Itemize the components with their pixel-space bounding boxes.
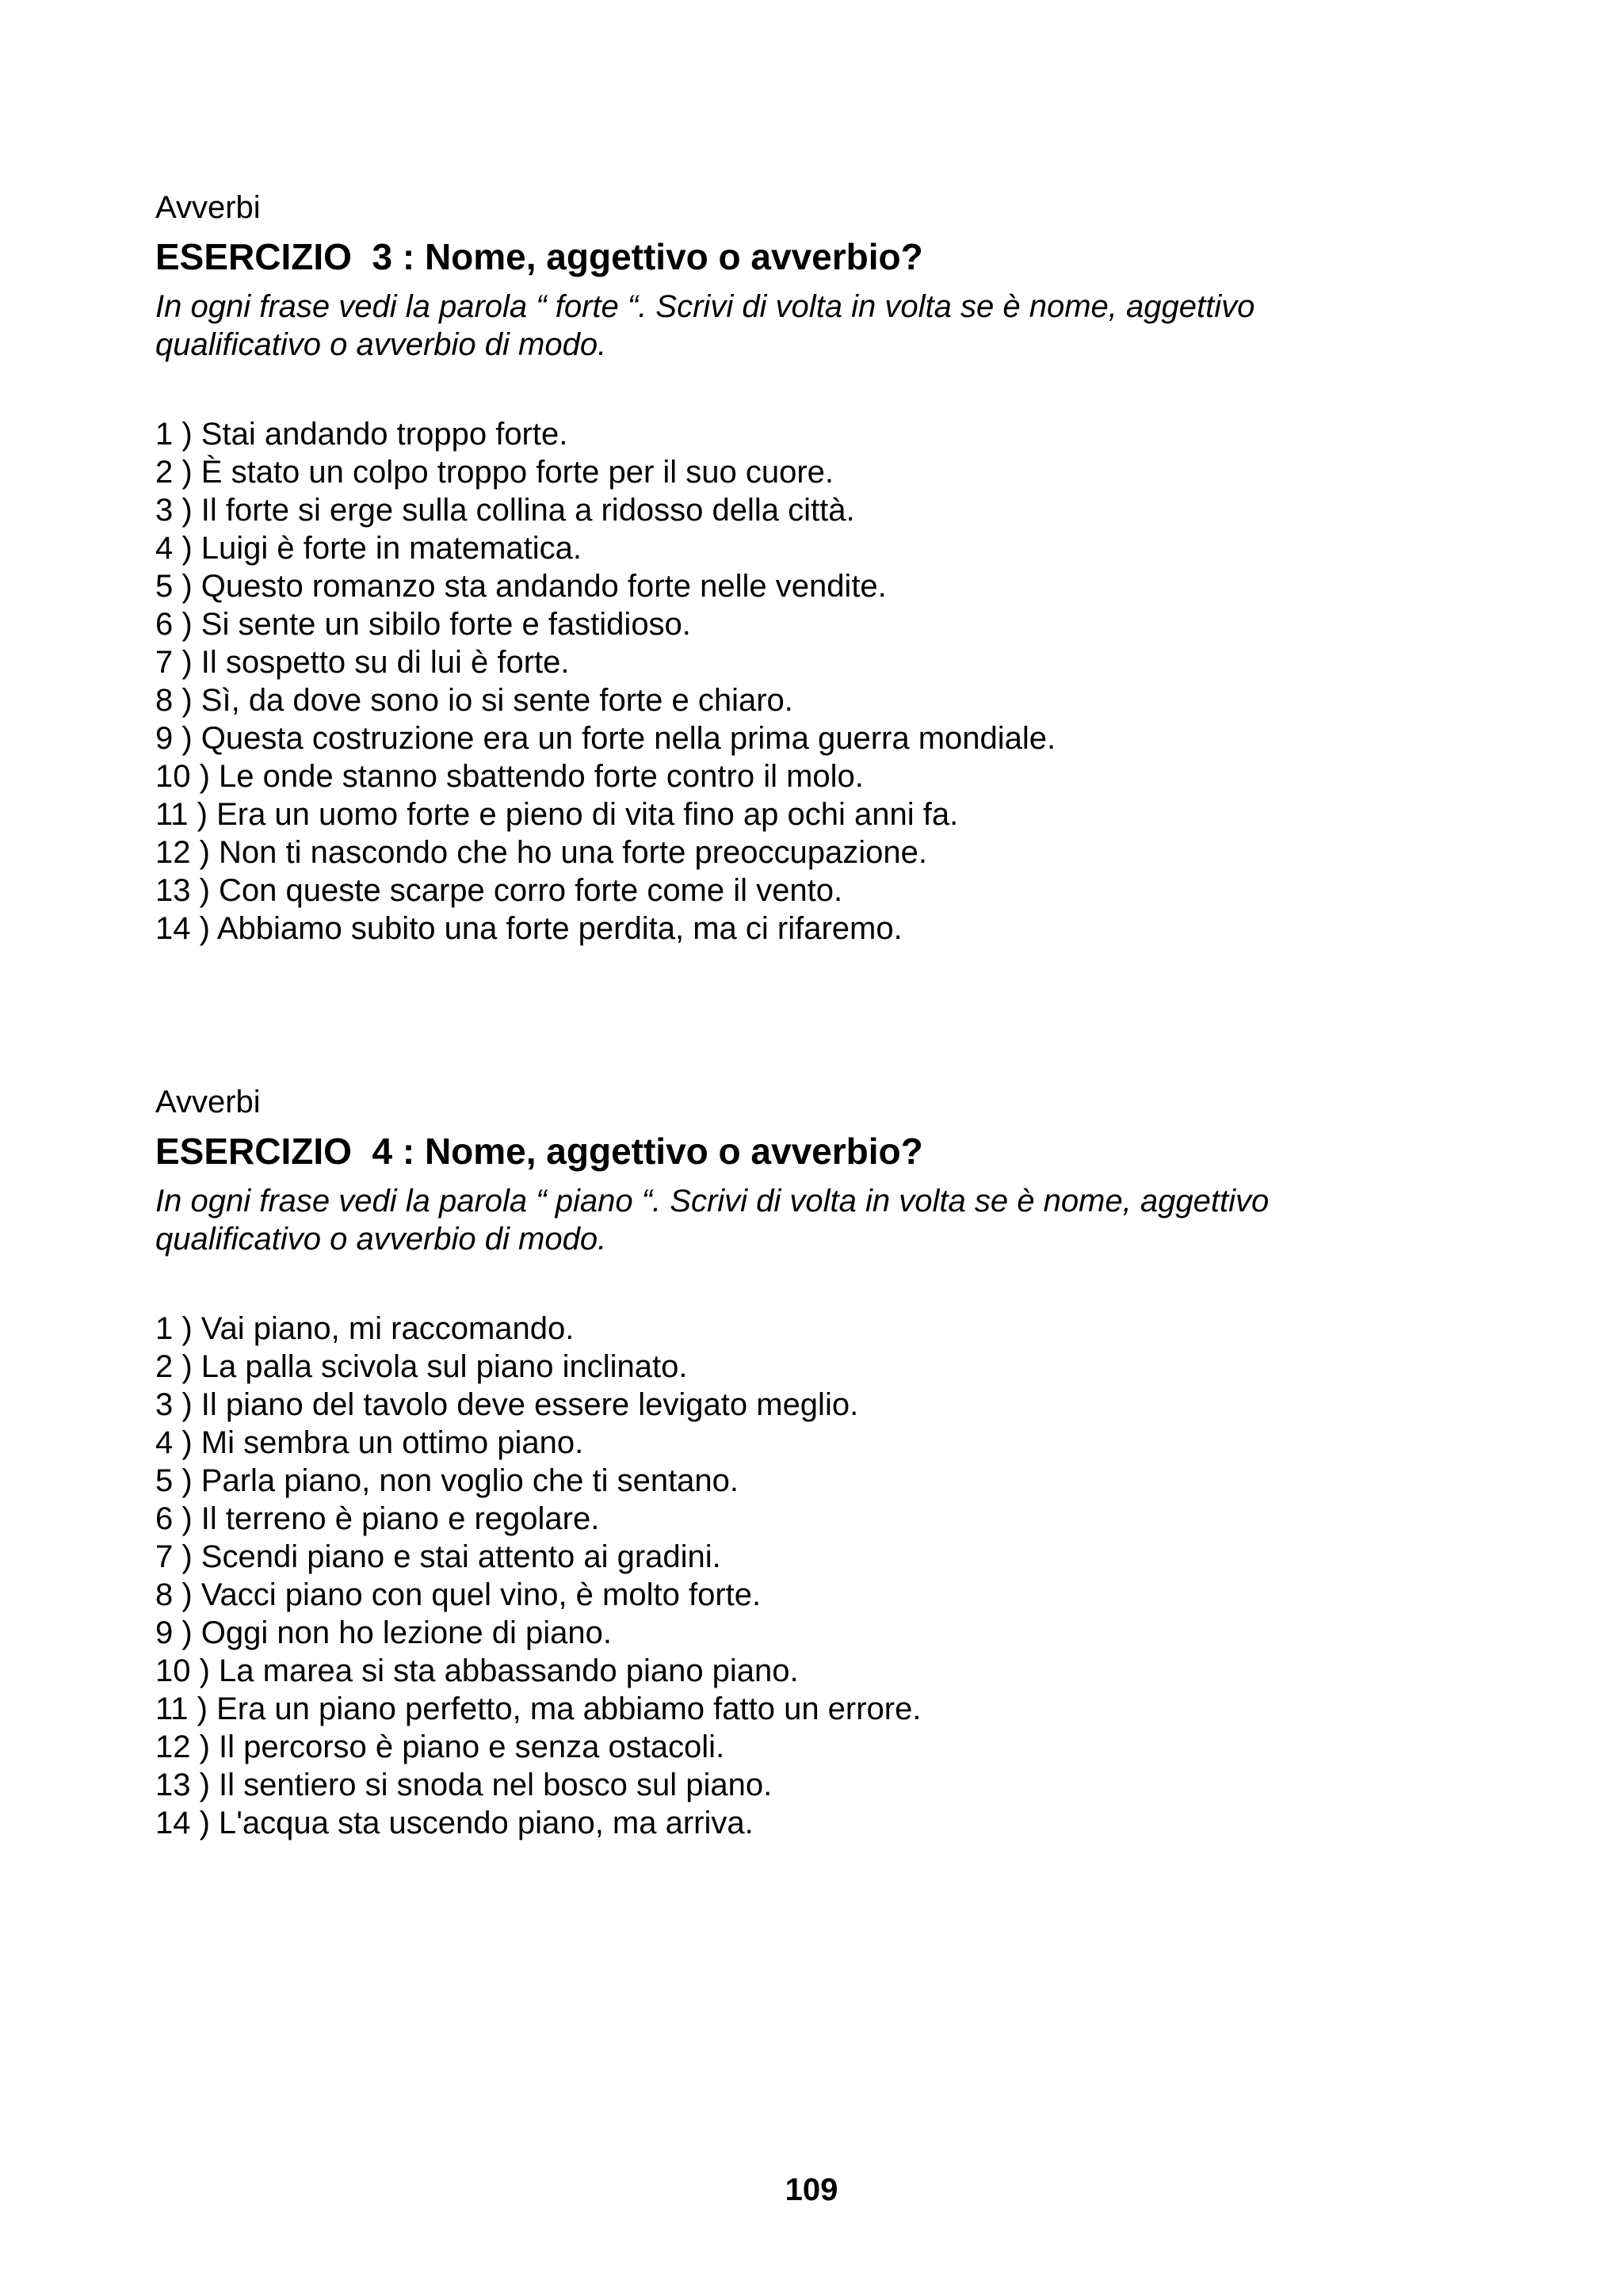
exercise-item: 1 ) Stai andando troppo forte. (155, 417, 568, 452)
exercise-item: 6 ) Il terreno è piano e regolare. (155, 1501, 600, 1536)
exercise-item: 7 ) Scendi piano e stai attento ai gradini. (155, 1539, 721, 1574)
exercise-item: 6 ) Si sente un sibilo forte e fastidioso. (155, 607, 691, 642)
exercise-item: 8 ) Sì, da dove sono io si sente forte e chiaro. (155, 683, 793, 718)
exercise-item: 5 ) Questo romanzo sta andando forte nelle vendite. (155, 569, 887, 604)
exercise-item: 3 ) Il forte si erge sulla collina a ridosso della città. (155, 493, 855, 528)
exercise-item: 3 ) Il piano del tavolo deve essere levigato meglio. (155, 1387, 859, 1422)
exercise-title: ESERCIZIO 3 : Nome, aggettivo o avverbio? (155, 236, 923, 277)
exercise-item: 1 ) Vai piano, mi raccomando. (155, 1311, 575, 1346)
exercise-item: 8 ) Vacci piano con quel vino, è molto forte. (155, 1577, 762, 1612)
exercise-item: 14 ) Abbiamo subito una forte perdita, ma ci rifaremo. (155, 911, 903, 946)
exercise-4-section (155, 1083, 1503, 1842)
section-category: Avverbi (155, 190, 261, 225)
exercise-item: 5 ) Parla piano, non voglio che ti sentano. (155, 1463, 739, 1498)
exercise-items-list (155, 1310, 1503, 1842)
exercise-item: 9 ) Questa costruzione era un forte nella prima guerra mondiale. (155, 721, 1056, 756)
exercise-item: 12 ) Il percorso è piano e senza ostacoli. (155, 1730, 725, 1764)
exercise-item: 7 ) Il sospetto su di lui è forte. (155, 645, 570, 680)
exercise-title: ESERCIZIO 4 : Nome, aggettivo o avverbio? (155, 1131, 923, 1172)
exercise-item: 2 ) È stato un colpo troppo forte per il suo cuore. (155, 455, 834, 490)
exercise-item: 11 ) Era un piano perfetto, ma abbiamo fatto un errore. (155, 1691, 922, 1726)
exercise-item: 13 ) Con queste scarpe corro forte come il vento. (155, 873, 843, 908)
exercise-item: 2 ) La palla scivola sul piano inclinato. (155, 1349, 688, 1384)
exercise-item: 10 ) La marea si sta abbassando piano piano. (155, 1653, 799, 1688)
page-number: 109 (785, 2172, 838, 2207)
exercise-3-section (155, 189, 1503, 948)
exercise-item: 14 ) L'acqua sta uscendo piano, ma arriva. (155, 1806, 754, 1840)
exercise-item: 12 ) Non ti nascondo che ho una forte preoccupazione. (155, 835, 927, 870)
exercise-items-list (155, 415, 1503, 948)
exercise-item: 10 ) Le onde stanno sbattendo forte contro il molo. (155, 759, 864, 794)
exercise-item: 4 ) Luigi è forte in matematica. (155, 531, 582, 566)
section-category: Avverbi (155, 1085, 261, 1119)
exercise-instructions: In ogni frase vedi la parola “ forte “. Scrivi di volta in volta se è nome, aggettivo qualificativo o avverbio di modo. (155, 289, 1255, 362)
exercise-item: 9 ) Oggi non ho lezione di piano. (155, 1615, 612, 1650)
exercise-item: 13 ) Il sentiero si snoda nel bosco sul piano. (155, 1768, 773, 1802)
exercise-item: 4 ) Mi sembra un ottimo piano. (155, 1425, 584, 1460)
exercise-instructions: In ogni frase vedi la parola “ piano “. Scrivi di volta in volta se è nome, aggettivo qualificativo o avverbio di modo. (155, 1184, 1270, 1257)
exercise-item: 11 ) Era un uomo forte e pieno di vita fino ap ochi anni fa. (155, 797, 959, 832)
